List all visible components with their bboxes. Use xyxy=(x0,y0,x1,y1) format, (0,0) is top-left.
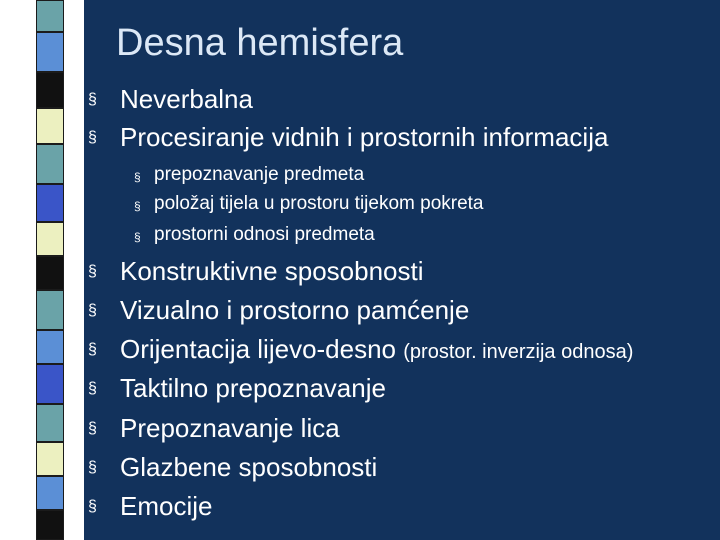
sub-bullet-marker: § xyxy=(134,230,141,244)
strip-tile xyxy=(36,404,64,442)
sub-bullet-marker: § xyxy=(134,170,141,184)
strip-tile xyxy=(36,256,64,290)
bullet-text: Orijentacija lijevo-desno xyxy=(120,334,397,364)
slide-title: Desna hemisfera xyxy=(116,22,404,64)
strip-tile xyxy=(36,72,64,108)
strip-tile xyxy=(36,510,64,540)
bullet-text: Neverbalna xyxy=(120,84,253,114)
bullet-marker: § xyxy=(88,91,97,108)
strip-tile xyxy=(36,222,64,256)
sub-bullet-marker: § xyxy=(134,199,141,213)
strip-tile xyxy=(36,364,64,404)
bullet-marker: § xyxy=(88,459,97,476)
strip-tile xyxy=(36,290,64,330)
bullet-text: Procesiranje vidnih i prostornih informacija xyxy=(120,122,609,152)
strip-tile xyxy=(36,0,64,32)
bullet-text: Vizualno i prostorno pamćenje xyxy=(120,295,470,325)
bullet-marker: § xyxy=(88,420,97,437)
strip-tile xyxy=(36,184,64,222)
bullet-marker: § xyxy=(88,129,97,146)
strip-tile xyxy=(36,330,64,364)
bullet-text-with-note xyxy=(120,334,633,367)
strip-tile xyxy=(36,144,64,184)
bullet-text: Taktilno prepoznavanje xyxy=(120,373,386,403)
bullet-marker: § xyxy=(88,302,97,319)
strip-tile xyxy=(36,32,64,72)
decorative-tile-strip xyxy=(0,0,84,540)
bullet-text: Konstruktivne sposobnosti xyxy=(120,256,424,286)
bullet-marker: § xyxy=(88,263,97,280)
sub-bullet-text: položaj tijela u prostoru tijekom pokreta xyxy=(154,193,484,214)
bullet-marker: § xyxy=(88,380,97,397)
bullet-marker: § xyxy=(88,341,97,358)
bullet-text: Prepoznavanje lica xyxy=(120,413,340,443)
bullet-marker: § xyxy=(88,498,97,515)
strip-tile xyxy=(36,442,64,476)
sub-bullet-text: prostorni odnosi predmeta xyxy=(154,224,375,245)
bullet-text: Emocije xyxy=(120,491,213,521)
bullet-text: Glazbene sposobnosti xyxy=(120,452,378,482)
bullet-note: (prostor. inverzija odnosa) xyxy=(403,341,634,363)
strip-tile xyxy=(36,108,64,144)
strip-tile xyxy=(36,476,64,510)
sub-bullet-text: prepoznavanje predmeta xyxy=(154,164,365,185)
